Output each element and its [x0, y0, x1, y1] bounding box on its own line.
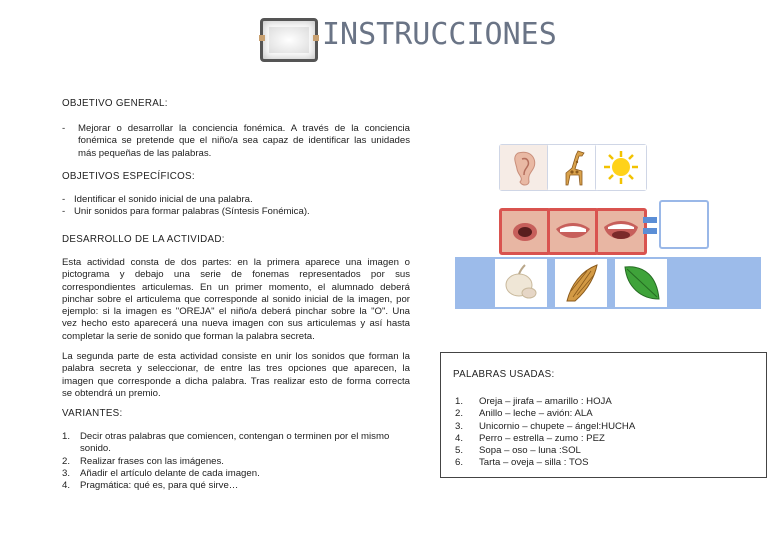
word-item-text: Unicornio – chupete – ángel:HUCHA: [479, 420, 636, 432]
general-objective-heading: OBJETIVO GENERAL:: [62, 98, 168, 109]
word-item-marker: 1.: [455, 396, 464, 407]
variant-item-marker: 3.: [62, 467, 71, 479]
activity-paragraph-1-line: pinchar sobre el articulema que corresponde al sonido inicial de la imagen, por: [62, 293, 410, 305]
general-objective-item-marker: -: [62, 123, 66, 134]
word-item-marker: 5.: [455, 445, 464, 457]
word-item: [455, 433, 755, 445]
word-item: [455, 408, 755, 420]
word-item: [455, 421, 755, 433]
activity-paragraph-1-line: ejemplo: si la imagen es "OREJA" el niño/a deberá pinchar sobre la "O". Una: [62, 306, 410, 318]
variant-item-line: Añadir el artículo delante de cada imagen.: [80, 467, 260, 479]
activity-paragraph-1-line: completar la serie de sonido que forman la palabra secreta.: [62, 330, 315, 342]
variants-heading: VARIANTES:: [62, 408, 123, 419]
giraffe-picture[interactable]: [547, 144, 599, 191]
articulema-a[interactable]: [595, 208, 647, 255]
specific-objective-item-marker: -: [62, 194, 66, 205]
variant-item: [62, 468, 410, 480]
words-used-heading: PALABRAS USADAS:: [453, 369, 555, 380]
ear-picture[interactable]: [499, 144, 551, 191]
activity-paragraph-2: [62, 351, 410, 400]
specific-objective-item-text: Identificar el sonido inicial de una palabra.: [74, 194, 253, 205]
activity-paragraph-1-line: vez hecho esto aparecerá una nueva imagen con sus articulemas y así hasta: [62, 318, 410, 330]
word-item-marker: 4.: [455, 432, 464, 444]
header-logo-icon: [260, 18, 318, 62]
word-item-text: Tarta – oveja – silla : TOS: [479, 457, 589, 469]
activity-paragraph-2-line: se obtendrá un premio.: [62, 387, 161, 399]
variant-item-line: Decir otras palabras que comiencen, contengan o terminen por el mismo: [80, 431, 390, 442]
variant-item: [62, 431, 410, 456]
articulema-e[interactable]: [547, 208, 599, 255]
variant-item-line: Pragmática: qué es, para qué sirve…: [80, 480, 239, 492]
specific-objective-item: [62, 206, 410, 218]
word-item: [455, 457, 755, 469]
general-objective-item-line: fonémica se pretende que el niño/a sea capaz de identificar las unidades: [78, 135, 410, 147]
sun-picture[interactable]: [595, 144, 647, 191]
general-objective-item-line: Mejorar o desarrollar la conciencia fonémica. A través de la conciencia: [78, 123, 410, 134]
leaf-option[interactable]: [615, 259, 667, 307]
specific-objectives-heading: OBJETIVOS ESPECÍFICOS:: [62, 171, 195, 182]
answer-box[interactable]: [659, 200, 709, 249]
words-used-list: [455, 396, 755, 470]
page-title: INSTRUCCIONES: [322, 17, 557, 52]
word-item-marker: 3.: [455, 420, 464, 432]
word-item-text: Perro – estrella – zumo : PEZ: [479, 432, 605, 444]
word-item-text: Sopa – oso – luna :SOL: [479, 445, 581, 457]
general-objective-item: [62, 123, 410, 160]
articulema-o[interactable]: [499, 208, 551, 255]
activity-paragraph-1-line: Esta actividad consta de dos partes: en la primera aparece una imagen o: [62, 257, 410, 268]
activity-heading: DESARROLLO DE LA ACTIVIDAD:: [62, 234, 225, 245]
variant-item: [62, 456, 410, 468]
activity-paragraph-2-line: imagen que corresponde a dicha palabra. Tras realizar esto de forma correcta: [62, 375, 410, 387]
variants-list: [62, 431, 410, 492]
general-objective-item-line: más pequeñas de las palabras.: [78, 147, 212, 159]
wing-option[interactable]: [555, 259, 607, 307]
equals-sign-bottom: [643, 228, 657, 234]
variant-item-line: sonido.: [80, 443, 111, 455]
variant-item-line: Realizar frases con las imágenes.: [80, 455, 224, 467]
activity-paragraph-1-line: pictograma y debajo una serie de fonemas representados por sus: [62, 269, 410, 281]
variant-item-marker: 1.: [62, 431, 71, 442]
specific-objective-item-marker: -: [62, 206, 66, 218]
activity-paragraph-1-line: correspondientes articulemas. En un primer momento, el alumnado deberá: [62, 281, 410, 293]
word-item-text: Oreja – jirafa – amarillo : HOJA: [479, 396, 612, 407]
variant-item-marker: 4.: [62, 480, 71, 492]
words-used-box: [440, 352, 767, 478]
word-item: [455, 445, 755, 457]
activity-illustration: [453, 140, 763, 320]
word-item-marker: 2.: [455, 408, 464, 420]
activity-paragraph-1: [62, 257, 410, 343]
variant-item-marker: 2.: [62, 455, 71, 467]
garlic-option[interactable]: [495, 259, 547, 307]
specific-objective-item: [62, 194, 410, 206]
word-item: [455, 396, 755, 408]
options-strip: [455, 257, 761, 309]
activity-paragraph-2-line: La segunda parte de esta actividad consiste en unir los sonidos que forman la: [62, 351, 410, 362]
specific-objective-item-text: Unir sonidos para formar palabras (Síntesis Fonémica).: [74, 206, 310, 218]
specific-objectives-list: [62, 194, 410, 219]
word-item-text: Anillo – leche – avión: ALA: [479, 408, 593, 420]
equals-sign-top: [643, 217, 657, 223]
general-objective-list: [62, 123, 410, 160]
activity-paragraph-2-line: palabra secreta y seleccionar, de entre las tres opciones que aparecen, la: [62, 363, 410, 375]
variant-item: [62, 480, 410, 492]
word-item-marker: 6.: [455, 457, 464, 469]
